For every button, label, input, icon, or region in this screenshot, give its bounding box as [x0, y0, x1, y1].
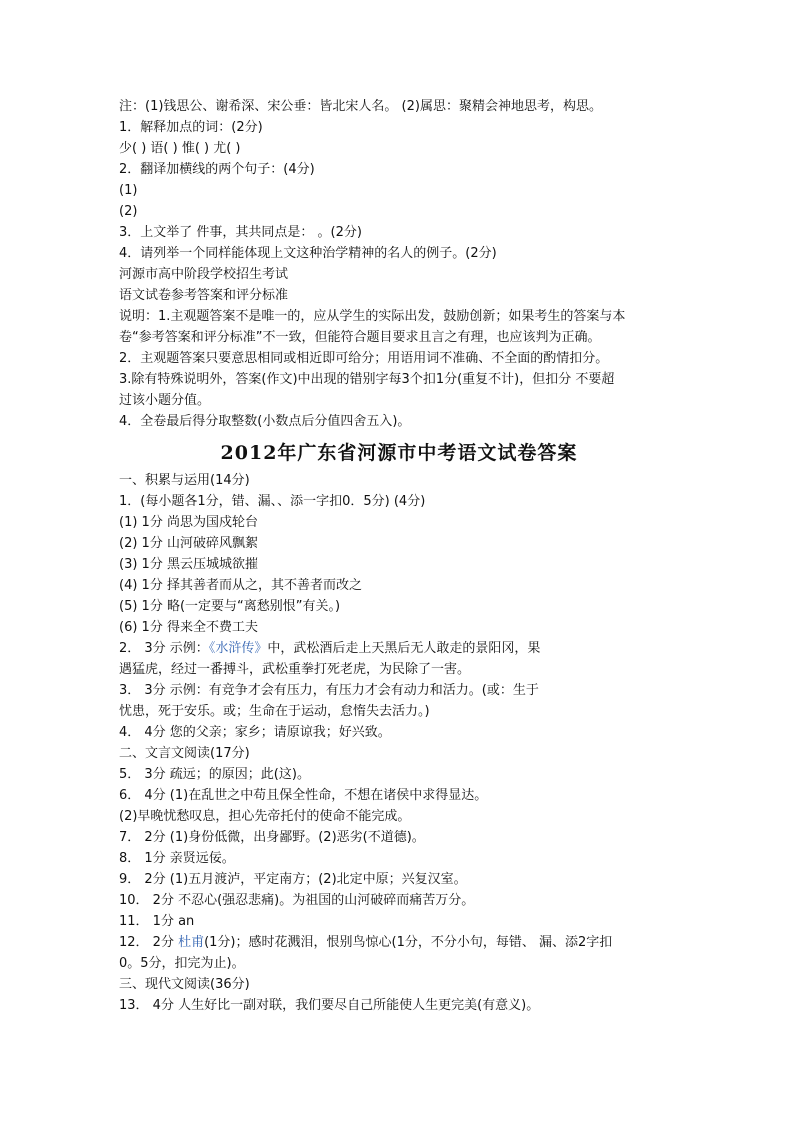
text-line: 二、文言文阅读(17分) [119, 746, 250, 761]
text-line: 4．全卷最后得分取整数(小数点后分值四舍五入)。 [119, 414, 411, 429]
page-title: 2012年广东省河源市中考语文试卷答案 [220, 442, 578, 464]
text-line: 13． 4分 人生好比一副对联，我们要尽自己所能使人生更完美(有意义)。 [119, 998, 540, 1013]
shuihuzhuan-link[interactable]: 《水浒传》 [208, 641, 268, 656]
text-line: 说明：1.主观题答案不是唯一的，应从学生的实际出发，鼓励创新；如果考生的答案与本 [119, 309, 626, 324]
text-line: 6． 4分 (1)在乱世之中苟且保全性命，不想在诸侯中求得显达。 [119, 788, 488, 803]
text-line: 5． 3分 疏远；的原因；此(这)。 [119, 767, 310, 782]
text-line: 8． 1分 亲贤远佞。 [119, 851, 235, 866]
text-line: 2．主观题答案只要意思相同或相近即可给分；用语用词不准确、不全面的酌情扣分。 [119, 351, 609, 366]
text-line: 卷“参考答案和评分标准”不一致，但能符合题目要求且言之有理，也应该判为正确。 [119, 330, 601, 345]
text-line: 3.除有特殊说明外，答案(作文)中出现的错别字每3个扣1分(重复不计)，但扣分 不要超 [119, 372, 615, 387]
text-line: 10． 2分 不忍心(强忍悲痛)。为祖国的山河破碎而痛苦万分。 [119, 893, 475, 908]
upper-section [119, 96, 679, 432]
text-line: 遇猛虎，经过一番搏斗，武松重拳打死老虎，为民除了一害。 [119, 662, 471, 677]
text-line: 3．上文举了 件事，其共同点是： 。(2分) [119, 225, 362, 240]
text-line: (6) 1分 得来全不费工夫 [119, 620, 258, 635]
text-line: 9． 2分 (1)五月渡泸，平定南方；(2)北定中原；兴复汉室。 [119, 872, 467, 887]
text-line: 2．翻译加横线的两个句子：(4分) [119, 162, 315, 177]
text-line: 0。5分，扣完为止)。 [119, 956, 245, 971]
text-line: (5) 1分 略(一定要与“离愁别恨”有关。) [119, 599, 341, 614]
q2-prefix: 2． 3分 示例： [119, 641, 209, 656]
text-line: 11． 1分 an [119, 914, 195, 929]
text-line: 一、积累与运用(14分) [119, 473, 250, 488]
text-line: (1) 1分 尚思为国戍轮台 [119, 515, 258, 530]
text-line: 4． 4分 您的父亲；家乡；请原谅我；好兴致。 [119, 725, 391, 740]
text-line: 7． 2分 (1)身份低微，出身鄙野。(2)恶劣(不道德)。 [119, 830, 425, 845]
text-line: (2)早晚忧愁叹息，担心先帝托付的使命不能完成。 [119, 809, 411, 824]
text-line: (4) 1分 择其善者而从之，其不善者而改之 [119, 578, 362, 593]
text-line: 忧患，死于安乐。或；生命在于运动，怠惰失去活力。) [119, 704, 430, 719]
answer-section [119, 470, 679, 1016]
text-line: 少( ) 语( ) 惟( ) 尤( ) [119, 141, 241, 156]
text-line: (1) [119, 183, 138, 198]
text-line: (2) [119, 204, 138, 219]
q12-prefix: 12． 2分 [119, 935, 179, 950]
text-line: 3． 3分 示例：有竞争才会有压力，有压力才会有动力和活力。(或：生于 [119, 683, 539, 698]
text-line: 4．请列举一个同样能体现上文这种治学精神的名人的例子。(2分) [119, 246, 497, 261]
text-line: 1．(每小题各1分，错、漏、、添一字扣0．5分) (4分) [119, 494, 426, 509]
text-line: (3) 1分 黑云压城城欲摧 [119, 557, 258, 572]
text-line: 语文试卷参考答案和评分标准 [119, 288, 289, 303]
text-line: 三、现代文阅读(36分) [119, 977, 250, 992]
text-line: 河源市高中阶段学校招生考试 [119, 267, 289, 282]
q2-suffix: 中，武松酒后走上天黑后无人敢走的景阳冈，果 [267, 641, 541, 656]
document-body [119, 96, 679, 1016]
dufu-link[interactable]: 杜甫 [178, 935, 205, 950]
q12-suffix: (1分)；感时花溅泪，恨别鸟惊心(1分，不分小句，每错、 漏、添2字扣 [204, 935, 613, 950]
text-line: 1．解释加点的词：(2分) [119, 120, 263, 135]
text-line: 过该小题分值。 [119, 393, 211, 408]
text-line [119, 638, 679, 659]
text-line: 注：(1)钱思公、谢希深、宋公垂：皆北宋人名。 (2)属思：聚精会神地思考，构思。 [119, 99, 602, 114]
text-line [119, 932, 679, 953]
text-line: (2) 1分 山河破碎风飘絮 [119, 536, 258, 551]
